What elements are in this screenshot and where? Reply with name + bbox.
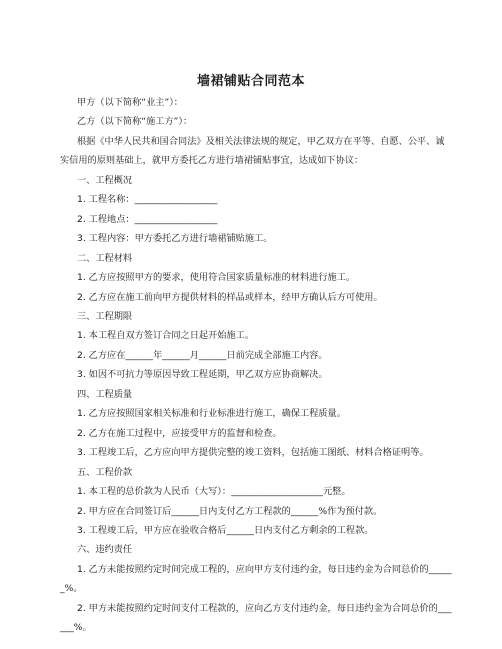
document-body xyxy=(60,93,452,638)
party-a-line: 甲方（以下简称“业主”）： xyxy=(77,97,183,108)
section-heading: 一、工程概况 xyxy=(77,174,133,186)
clause-line: 3. 工程内容：甲方委托乙方进行墙裙铺贴施工。 xyxy=(77,233,273,245)
clause-line: 1. 工程名称：__________________ xyxy=(77,194,218,206)
clause-line: 3. 工程竣工后，甲方应在验收合格后______日内支付乙方剩余的工程款。 xyxy=(77,524,374,536)
section-heading: 五、工程价款 xyxy=(77,466,133,478)
clause-line: 1. 本工程的总价款为人民币（大写）：____________________元整。 xyxy=(77,486,351,498)
section-heading: 六、违约责任 xyxy=(77,544,133,556)
clause-line: 2. 甲方应在合同签订后______日内支付乙方工程款的______%作为预付款。 xyxy=(77,505,383,517)
clause-line: 1. 乙方应按照甲方的要求，使用符合国家质量标准的材料进行施工。 xyxy=(77,272,356,284)
document-title: 墙裙铺贴合同范本 xyxy=(196,74,305,89)
preamble-paragraph: 根据《中华人民共和国合同法》及相关法律法规的规定，甲乙双方在平等、自愿、公平、诚实信用的原则基础上，就甲方委托乙方进行墙裙铺贴事宜，达成如下协议： xyxy=(60,135,445,167)
clause-line: 3. 如因不可抗力等原因导致工程延期，甲乙双方应协商解决。 xyxy=(77,369,328,381)
section-heading: 三、工程期限 xyxy=(77,310,133,322)
clause-line: 1. 本工程自双方签订合同之日起开始施工。 xyxy=(77,330,255,342)
clause-line: 2. 甲方未能按照约定时间支付工程款的，应向乙方支付违约金，每日违约金为合同总价的______%。 xyxy=(60,602,452,634)
section-heading: 四、工程质量 xyxy=(77,388,133,400)
section-heading: 二、工程材料 xyxy=(77,252,133,264)
clause-line: 2. 乙方应在施工前向甲方提供材料的样品或样本，经甲方确认后方可使用。 xyxy=(77,291,383,303)
clause-line: 1. 乙方未能按照约定时间完成工程的，应向甲方支付违约金，每日违约金为合同总价的______%。 xyxy=(60,563,452,595)
clause-line: 2. 乙方应在______年______月______日前完成全部施工内容。 xyxy=(77,349,328,361)
party-b-line: 乙方（以下简称“施工方”）： xyxy=(77,116,193,128)
clause-line: 3. 工程竣工后，乙方应向甲方提供完整的竣工资料，包括施工图纸、材料合格证明等。 xyxy=(77,447,429,459)
clause-line: 2. 乙方在施工过程中，应接受甲方的监督和检查。 xyxy=(77,427,282,439)
clause-line: 2. 工程地点：__________________ xyxy=(77,213,218,225)
clause-line: 1. 乙方应按照国家相关标准和行业标准进行施工，确保工程质量。 xyxy=(77,408,346,420)
